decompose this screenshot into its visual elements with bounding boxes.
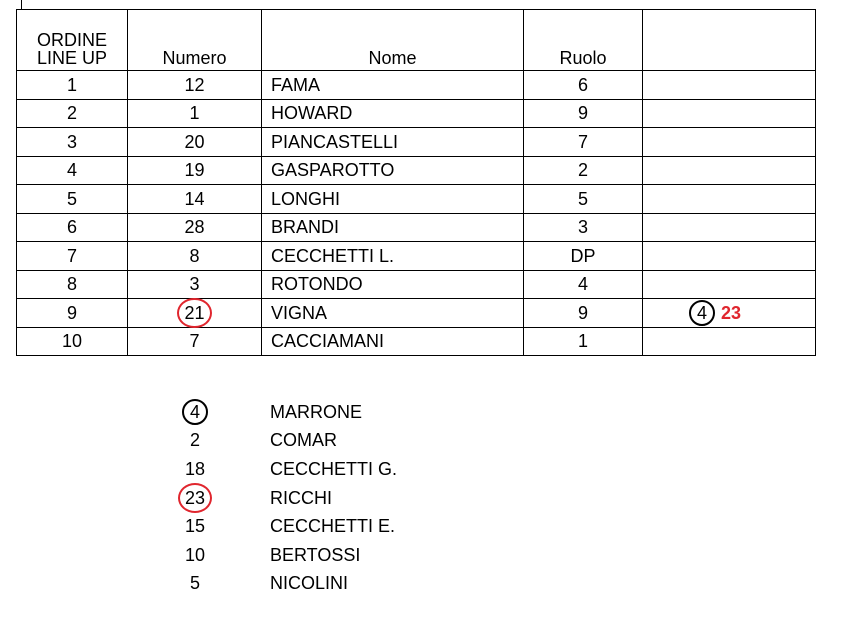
- cell-extra: [643, 270, 816, 299]
- list-item: [175, 484, 397, 513]
- header-ruolo: Ruolo: [524, 10, 643, 71]
- cell-numero: 7: [128, 327, 262, 356]
- cell-ordine: 9: [17, 299, 128, 328]
- cell-extra: [643, 185, 816, 214]
- cell-nome: [262, 185, 524, 214]
- lineup-table: [16, 9, 816, 356]
- black-circled-number: 4: [182, 399, 208, 425]
- cell-numero: 28: [128, 213, 262, 242]
- cell-nome-text: FAMA: [271, 74, 321, 95]
- header-ordine: [17, 10, 128, 71]
- bench-name: NICOLINI: [270, 573, 349, 594]
- cell-nome-text: ROTONDO: [271, 274, 363, 295]
- cell-extra-substitution: [643, 299, 816, 328]
- red-substitute-number: 23: [721, 302, 742, 323]
- bench-name: CECCHETTI G.: [270, 458, 398, 479]
- list-item: [175, 427, 397, 456]
- black-circled-number: 4: [689, 300, 715, 326]
- cell-nome-text: BRANDI: [271, 217, 340, 238]
- cell-extra: [643, 99, 816, 128]
- cell-ordine: 6: [17, 213, 128, 242]
- red-circled-number: 21: [177, 298, 211, 328]
- cell-ruolo: 5: [524, 185, 643, 214]
- header-nome: Nome: [262, 10, 524, 71]
- bench-name: RICCHI: [270, 487, 332, 508]
- cell-nome-text: VIGNA: [271, 302, 328, 323]
- cell-extra: [643, 213, 816, 242]
- list-item: [175, 512, 397, 541]
- cell-extra: [643, 71, 816, 100]
- bench-number: 2: [189, 430, 200, 451]
- header-numero: Numero: [128, 10, 262, 71]
- cell-ruolo: DP: [524, 242, 643, 271]
- red-circled-number: 23: [178, 483, 212, 513]
- cell-numero: 3: [128, 270, 262, 299]
- cell-nome: [262, 299, 524, 328]
- cell-extra: [643, 242, 816, 271]
- cell-numero: 1: [128, 99, 262, 128]
- bench-name: MARRONE: [270, 401, 363, 422]
- cell-numero: 8: [128, 242, 262, 271]
- bench-number: [175, 488, 215, 509]
- cell-extra: [643, 327, 816, 356]
- cell-nome: [262, 242, 524, 271]
- bench-number: [175, 402, 215, 423]
- cell-nome-text: PIANCASTELLI: [271, 131, 399, 152]
- top-left-border-mark: [21, 0, 22, 9]
- cell-ordine: 8: [17, 270, 128, 299]
- cell-nome: [262, 327, 524, 356]
- cell-ruolo: 3: [524, 213, 643, 242]
- table-row: [17, 213, 816, 242]
- cell-nome: [262, 128, 524, 157]
- header-extra: [643, 10, 816, 71]
- table-row: [17, 242, 816, 271]
- cell-extra: [643, 156, 816, 185]
- cell-nome: [262, 71, 524, 100]
- cell-ordine: 2: [17, 99, 128, 128]
- list-item: [175, 455, 397, 484]
- table-row: [17, 71, 816, 100]
- header-row: [17, 10, 816, 71]
- bench-number: 15: [184, 516, 206, 537]
- cell-nome: [262, 156, 524, 185]
- cell-ordine: 3: [17, 128, 128, 157]
- cell-ruolo: 4: [524, 270, 643, 299]
- cell-ordine: 7: [17, 242, 128, 271]
- cell-numero: [128, 299, 262, 328]
- cell-nome-text: HOWARD: [271, 103, 353, 124]
- table-row: [17, 299, 816, 328]
- cell-numero: 12: [128, 71, 262, 100]
- bench-name: CECCHETTI E.: [270, 516, 396, 537]
- table-row: [17, 327, 816, 356]
- cell-nome: [262, 270, 524, 299]
- table-row: [17, 99, 816, 128]
- cell-nome-text: CECCHETTI L.: [271, 245, 395, 266]
- cell-nome: [262, 99, 524, 128]
- cell-numero: 14: [128, 185, 262, 214]
- cell-ordine: 5: [17, 185, 128, 214]
- list-item: [175, 570, 397, 599]
- table-row: [17, 270, 816, 299]
- table-row: [17, 156, 816, 185]
- list-item: [175, 398, 397, 427]
- cell-ordine: 4: [17, 156, 128, 185]
- bench-list: [175, 398, 397, 598]
- cell-ruolo: 7: [524, 128, 643, 157]
- cell-ruolo: 2: [524, 156, 643, 185]
- cell-extra: [643, 128, 816, 157]
- list-item: [175, 541, 397, 570]
- substitution-note: [643, 304, 741, 322]
- cell-ordine: 1: [17, 71, 128, 100]
- bench-name: BERTOSSI: [270, 544, 361, 565]
- bench-name: COMAR: [270, 430, 337, 451]
- cell-ruolo: 1: [524, 327, 643, 356]
- cell-ruolo: 9: [524, 99, 643, 128]
- bench-number: 10: [184, 544, 206, 565]
- header-ordine-label: ORDINE LINE UP: [36, 30, 108, 68]
- table-row: [17, 128, 816, 157]
- bench-number: 5: [189, 573, 200, 594]
- cell-numero: 20: [128, 128, 262, 157]
- cell-ordine: 10: [17, 327, 128, 356]
- cell-ruolo: 6: [524, 71, 643, 100]
- cell-nome: [262, 213, 524, 242]
- cell-nome-text: GASPAROTTO: [271, 160, 395, 181]
- cell-nome-text: CACCIAMANI: [271, 331, 385, 352]
- table-row: [17, 185, 816, 214]
- bench-number: 18: [184, 458, 206, 479]
- cell-ruolo: 9: [524, 299, 643, 328]
- cell-nome-text: LONGHI: [271, 188, 341, 209]
- cell-numero: 19: [128, 156, 262, 185]
